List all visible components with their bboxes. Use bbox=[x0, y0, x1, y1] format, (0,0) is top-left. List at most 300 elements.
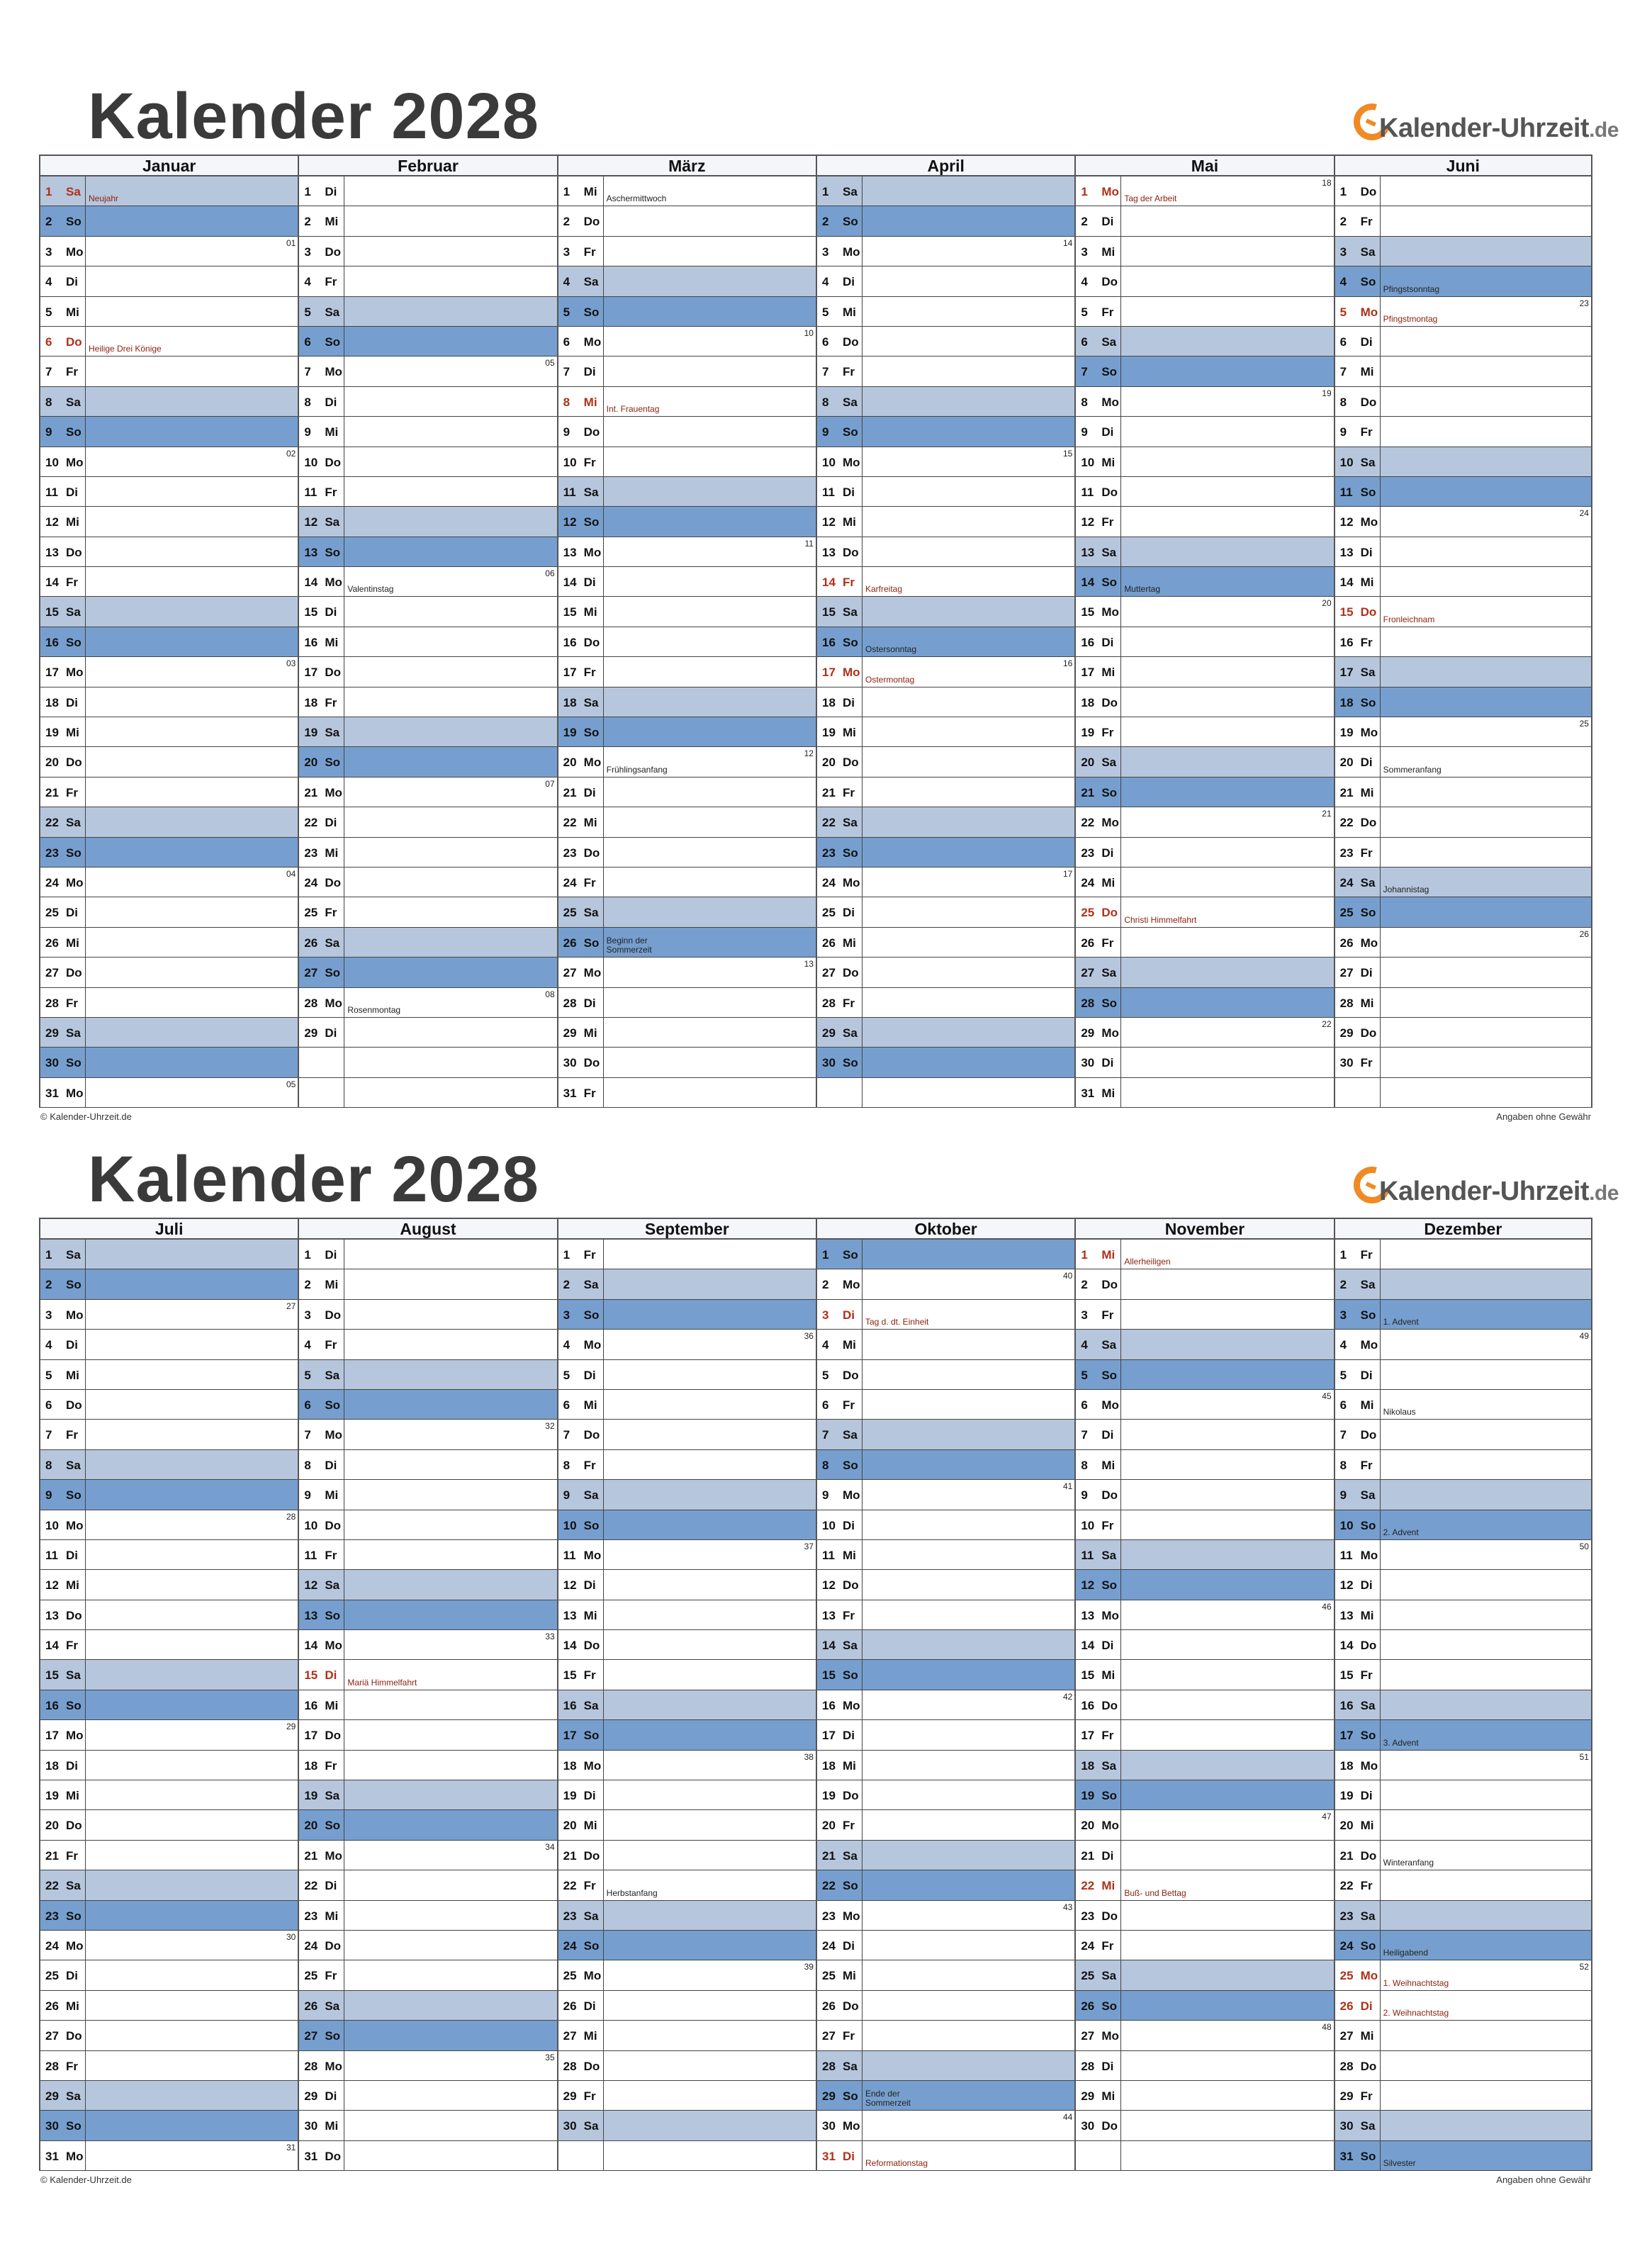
day-row[interactable] bbox=[1335, 417, 1591, 447]
day-row[interactable] bbox=[40, 1630, 298, 1660]
day-row[interactable] bbox=[1335, 1690, 1591, 1720]
day-row[interactable] bbox=[299, 928, 556, 958]
day-row[interactable] bbox=[1335, 747, 1591, 777]
day-row[interactable] bbox=[299, 2111, 556, 2140]
day-row[interactable] bbox=[558, 1931, 816, 1960]
day-row[interactable] bbox=[40, 1810, 298, 1840]
day-row[interactable] bbox=[299, 1660, 556, 1690]
day-row[interactable] bbox=[817, 1841, 1074, 1870]
day-row[interactable] bbox=[558, 1630, 816, 1660]
day-row[interactable] bbox=[558, 1600, 816, 1630]
day-row[interactable] bbox=[558, 1960, 816, 1990]
day-row[interactable] bbox=[1076, 928, 1333, 958]
day-row[interactable] bbox=[299, 2021, 556, 2050]
day-row[interactable] bbox=[299, 747, 556, 777]
day-row[interactable] bbox=[558, 297, 816, 327]
day-row[interactable] bbox=[1076, 1931, 1333, 1960]
day-row[interactable] bbox=[558, 777, 816, 807]
day-row[interactable] bbox=[299, 2141, 556, 2171]
day-row[interactable] bbox=[817, 417, 1074, 447]
day-row[interactable] bbox=[558, 1420, 816, 1449]
day-row[interactable] bbox=[817, 1420, 1074, 1449]
day-row[interactable] bbox=[1076, 897, 1333, 927]
day-row[interactable] bbox=[1335, 1720, 1591, 1750]
day-row[interactable] bbox=[558, 387, 816, 417]
day-row[interactable] bbox=[1335, 1870, 1591, 1900]
day-row[interactable] bbox=[1335, 327, 1591, 357]
day-row[interactable] bbox=[558, 1810, 816, 1840]
day-row[interactable] bbox=[40, 958, 298, 987]
day-row[interactable] bbox=[299, 1810, 556, 1840]
day-row[interactable] bbox=[40, 327, 298, 357]
day-row[interactable] bbox=[299, 266, 556, 296]
day-row[interactable] bbox=[1076, 176, 1333, 206]
day-row[interactable] bbox=[299, 777, 556, 807]
day-row[interactable] bbox=[299, 2081, 556, 2111]
day-row[interactable] bbox=[299, 657, 556, 687]
day-row[interactable] bbox=[817, 327, 1074, 357]
day-row[interactable] bbox=[1076, 687, 1333, 717]
day-row[interactable] bbox=[1335, 2081, 1591, 2111]
day-row[interactable] bbox=[40, 2051, 298, 2081]
day-row[interactable] bbox=[817, 1048, 1074, 1077]
day-row[interactable] bbox=[299, 807, 556, 837]
day-row[interactable] bbox=[817, 237, 1074, 266]
day-row[interactable] bbox=[558, 1510, 816, 1540]
day-row[interactable] bbox=[40, 1600, 298, 1630]
day-row[interactable] bbox=[1335, 1660, 1591, 1690]
day-row[interactable] bbox=[817, 1630, 1074, 1660]
day-row[interactable] bbox=[1335, 657, 1591, 687]
day-row[interactable] bbox=[817, 1991, 1074, 2021]
day-row[interactable] bbox=[817, 868, 1074, 897]
day-row[interactable] bbox=[817, 747, 1074, 777]
day-row[interactable] bbox=[817, 627, 1074, 657]
day-row[interactable] bbox=[558, 176, 816, 206]
day-row[interactable] bbox=[1335, 1300, 1591, 1330]
day-row[interactable] bbox=[817, 266, 1074, 296]
day-row[interactable] bbox=[1335, 807, 1591, 837]
day-row[interactable] bbox=[299, 1720, 556, 1750]
day-row[interactable] bbox=[1076, 1901, 1333, 1931]
day-row[interactable] bbox=[817, 1600, 1074, 1630]
day-row[interactable] bbox=[40, 206, 298, 236]
day-row[interactable] bbox=[558, 988, 816, 1018]
day-row[interactable] bbox=[1076, 266, 1333, 296]
day-row[interactable] bbox=[1335, 2111, 1591, 2140]
day-row[interactable] bbox=[299, 838, 556, 868]
day-row[interactable] bbox=[1335, 1480, 1591, 1510]
day-row[interactable] bbox=[1335, 1330, 1591, 1359]
day-row[interactable] bbox=[1076, 1420, 1333, 1449]
day-row[interactable] bbox=[1076, 1018, 1333, 1048]
day-row[interactable] bbox=[1076, 1390, 1333, 1420]
day-row[interactable] bbox=[299, 687, 556, 717]
day-row[interactable] bbox=[40, 1450, 298, 1480]
day-row[interactable] bbox=[40, 838, 298, 868]
day-row[interactable] bbox=[1335, 627, 1591, 657]
day-row[interactable] bbox=[1076, 838, 1333, 868]
day-row[interactable] bbox=[817, 838, 1074, 868]
day-row[interactable] bbox=[817, 807, 1074, 837]
day-row[interactable] bbox=[558, 327, 816, 357]
day-row[interactable] bbox=[1335, 567, 1591, 597]
day-row[interactable] bbox=[299, 1420, 556, 1449]
day-row[interactable] bbox=[40, 1300, 298, 1330]
day-row[interactable] bbox=[817, 717, 1074, 747]
day-row[interactable] bbox=[299, 1360, 556, 1390]
day-row[interactable] bbox=[1335, 1841, 1591, 1870]
day-row[interactable] bbox=[40, 417, 298, 447]
day-row[interactable] bbox=[1335, 1991, 1591, 2021]
day-row[interactable] bbox=[817, 2051, 1074, 2081]
day-row[interactable] bbox=[40, 176, 298, 206]
day-row[interactable] bbox=[40, 1540, 298, 1570]
day-row[interactable] bbox=[40, 717, 298, 747]
day-row[interactable] bbox=[40, 537, 298, 567]
day-row[interactable] bbox=[558, 206, 816, 236]
day-row[interactable] bbox=[817, 1931, 1074, 1960]
day-row[interactable] bbox=[299, 1570, 556, 1600]
day-row[interactable] bbox=[299, 417, 556, 447]
day-row[interactable] bbox=[40, 1960, 298, 1990]
day-row[interactable] bbox=[40, 447, 298, 477]
day-row[interactable] bbox=[558, 1390, 816, 1420]
day-row[interactable] bbox=[558, 1360, 816, 1390]
day-row[interactable] bbox=[1335, 1780, 1591, 1810]
day-row[interactable] bbox=[1076, 297, 1333, 327]
day-row[interactable] bbox=[1076, 1240, 1333, 1269]
day-row[interactable] bbox=[40, 868, 298, 897]
day-row[interactable] bbox=[1335, 838, 1591, 868]
day-row[interactable] bbox=[40, 1510, 298, 1540]
day-row[interactable] bbox=[817, 1078, 1074, 1108]
day-row[interactable] bbox=[1076, 958, 1333, 987]
day-row[interactable] bbox=[40, 897, 298, 927]
day-row[interactable] bbox=[299, 1690, 556, 1720]
day-row[interactable] bbox=[1335, 357, 1591, 386]
day-row[interactable] bbox=[817, 1269, 1074, 1299]
day-row[interactable] bbox=[558, 2111, 816, 2140]
day-row[interactable] bbox=[40, 1018, 298, 1048]
day-row[interactable] bbox=[1076, 1540, 1333, 1570]
logo[interactable] bbox=[1354, 1162, 1619, 1212]
day-row[interactable] bbox=[817, 687, 1074, 717]
day-row[interactable] bbox=[558, 1330, 816, 1359]
day-row[interactable] bbox=[558, 1540, 816, 1570]
day-row[interactable] bbox=[40, 777, 298, 807]
day-row[interactable] bbox=[1335, 2021, 1591, 2050]
day-row[interactable] bbox=[40, 387, 298, 417]
day-row[interactable] bbox=[1076, 657, 1333, 687]
day-row[interactable] bbox=[817, 1390, 1074, 1420]
day-row[interactable] bbox=[558, 357, 816, 386]
day-row[interactable] bbox=[558, 417, 816, 447]
day-row[interactable] bbox=[1076, 1570, 1333, 1600]
day-row[interactable] bbox=[299, 2051, 556, 2081]
day-row[interactable] bbox=[817, 1810, 1074, 1840]
day-row[interactable] bbox=[299, 1078, 556, 1108]
day-row[interactable] bbox=[1076, 2021, 1333, 2050]
day-row[interactable] bbox=[299, 1240, 556, 1269]
day-row[interactable] bbox=[817, 357, 1074, 386]
day-row[interactable] bbox=[1076, 1480, 1333, 1510]
day-row[interactable] bbox=[1335, 1078, 1591, 1108]
day-row[interactable] bbox=[558, 266, 816, 296]
day-row[interactable] bbox=[40, 1390, 298, 1420]
day-row[interactable] bbox=[558, 897, 816, 927]
day-row[interactable] bbox=[1335, 1540, 1591, 1570]
day-row[interactable] bbox=[817, 1870, 1074, 1900]
day-row[interactable] bbox=[40, 1078, 298, 1108]
day-row[interactable] bbox=[817, 1510, 1074, 1540]
day-row[interactable] bbox=[40, 1360, 298, 1390]
day-row[interactable] bbox=[1335, 206, 1591, 236]
day-row[interactable] bbox=[1335, 2051, 1591, 2081]
day-row[interactable] bbox=[1076, 988, 1333, 1018]
day-row[interactable] bbox=[558, 2021, 816, 2050]
day-row[interactable] bbox=[40, 1048, 298, 1077]
day-row[interactable] bbox=[817, 2111, 1074, 2140]
day-row[interactable] bbox=[558, 507, 816, 537]
day-row[interactable] bbox=[1076, 237, 1333, 266]
day-row[interactable] bbox=[558, 1901, 816, 1931]
day-row[interactable] bbox=[817, 2081, 1074, 2111]
day-row[interactable] bbox=[299, 1960, 556, 1990]
day-row[interactable] bbox=[1076, 597, 1333, 627]
day-row[interactable] bbox=[299, 357, 556, 386]
day-row[interactable] bbox=[558, 597, 816, 627]
day-row[interactable] bbox=[558, 1048, 816, 1077]
day-row[interactable] bbox=[817, 1540, 1074, 1570]
day-row[interactable] bbox=[299, 1390, 556, 1420]
day-row[interactable] bbox=[1335, 447, 1591, 477]
day-row[interactable] bbox=[817, 777, 1074, 807]
day-row[interactable] bbox=[1076, 1690, 1333, 1720]
day-row[interactable] bbox=[1076, 2051, 1333, 2081]
day-row[interactable] bbox=[1076, 2081, 1333, 2111]
day-row[interactable] bbox=[299, 1751, 556, 1780]
day-row[interactable] bbox=[817, 1660, 1074, 1690]
day-row[interactable] bbox=[1076, 1720, 1333, 1750]
day-row[interactable] bbox=[40, 1480, 298, 1510]
day-row[interactable] bbox=[558, 1991, 816, 2021]
day-row[interactable] bbox=[299, 1841, 556, 1870]
day-row[interactable] bbox=[817, 176, 1074, 206]
day-row[interactable] bbox=[817, 537, 1074, 567]
day-row[interactable] bbox=[1076, 1630, 1333, 1660]
day-row[interactable] bbox=[817, 1720, 1074, 1750]
day-row[interactable] bbox=[1076, 477, 1333, 507]
day-row[interactable] bbox=[1335, 1570, 1591, 1600]
day-row[interactable] bbox=[558, 838, 816, 868]
day-row[interactable] bbox=[40, 1420, 298, 1449]
day-row[interactable] bbox=[558, 1300, 816, 1330]
day-row[interactable] bbox=[1335, 1600, 1591, 1630]
day-row[interactable] bbox=[558, 1780, 816, 1810]
day-row[interactable] bbox=[40, 297, 298, 327]
day-row[interactable] bbox=[817, 1360, 1074, 1390]
day-row[interactable] bbox=[558, 2141, 816, 2171]
day-row[interactable] bbox=[1076, 357, 1333, 386]
day-row[interactable] bbox=[40, 1570, 298, 1600]
day-row[interactable] bbox=[1076, 777, 1333, 807]
day-row[interactable] bbox=[817, 1780, 1074, 1810]
day-row[interactable] bbox=[817, 507, 1074, 537]
day-row[interactable] bbox=[558, 627, 816, 657]
day-row[interactable] bbox=[558, 1751, 816, 1780]
day-row[interactable] bbox=[817, 597, 1074, 627]
day-row[interactable] bbox=[1335, 1269, 1591, 1299]
day-row[interactable] bbox=[1335, 507, 1591, 537]
day-row[interactable] bbox=[558, 1480, 816, 1510]
day-row[interactable] bbox=[558, 2081, 816, 2111]
day-row[interactable] bbox=[558, 447, 816, 477]
day-row[interactable] bbox=[1335, 1751, 1591, 1780]
day-row[interactable] bbox=[558, 237, 816, 266]
day-row[interactable] bbox=[299, 1480, 556, 1510]
day-row[interactable] bbox=[558, 1660, 816, 1690]
day-row[interactable] bbox=[299, 1330, 556, 1359]
day-row[interactable] bbox=[40, 357, 298, 386]
day-row[interactable] bbox=[299, 1048, 556, 1077]
day-row[interactable] bbox=[1076, 327, 1333, 357]
day-row[interactable] bbox=[1076, 1751, 1333, 1780]
day-row[interactable] bbox=[1335, 597, 1591, 627]
day-row[interactable] bbox=[299, 1510, 556, 1540]
day-row[interactable] bbox=[1335, 868, 1591, 897]
day-row[interactable] bbox=[299, 327, 556, 357]
day-row[interactable] bbox=[40, 1269, 298, 1299]
day-row[interactable] bbox=[299, 1269, 556, 1299]
day-row[interactable] bbox=[558, 958, 816, 987]
day-row[interactable] bbox=[40, 2141, 298, 2171]
day-row[interactable] bbox=[817, 387, 1074, 417]
day-row[interactable] bbox=[817, 1450, 1074, 1480]
day-row[interactable] bbox=[40, 266, 298, 296]
day-row[interactable] bbox=[1335, 1931, 1591, 1960]
day-row[interactable] bbox=[1076, 1360, 1333, 1390]
day-row[interactable] bbox=[558, 477, 816, 507]
day-row[interactable] bbox=[817, 1300, 1074, 1330]
day-row[interactable] bbox=[1335, 1018, 1591, 1048]
day-row[interactable] bbox=[1335, 266, 1591, 296]
day-row[interactable] bbox=[558, 2051, 816, 2081]
day-row[interactable] bbox=[1335, 297, 1591, 327]
day-row[interactable] bbox=[1076, 1870, 1333, 1900]
day-row[interactable] bbox=[558, 1841, 816, 1870]
day-row[interactable] bbox=[558, 1078, 816, 1108]
day-row[interactable] bbox=[299, 1630, 556, 1660]
day-row[interactable] bbox=[299, 1300, 556, 1330]
day-row[interactable] bbox=[817, 1901, 1074, 1931]
day-row[interactable] bbox=[1076, 1330, 1333, 1359]
day-row[interactable] bbox=[817, 1330, 1074, 1359]
day-row[interactable] bbox=[1335, 1240, 1591, 1269]
day-row[interactable] bbox=[40, 1690, 298, 1720]
day-row[interactable] bbox=[1076, 627, 1333, 657]
day-row[interactable] bbox=[1335, 176, 1591, 206]
day-row[interactable] bbox=[1335, 1630, 1591, 1660]
day-row[interactable] bbox=[817, 206, 1074, 236]
day-row[interactable] bbox=[817, 477, 1074, 507]
day-row[interactable] bbox=[1076, 1269, 1333, 1299]
day-row[interactable] bbox=[40, 2021, 298, 2050]
day-row[interactable] bbox=[1335, 1390, 1591, 1420]
day-row[interactable] bbox=[1335, 1420, 1591, 1449]
day-row[interactable] bbox=[299, 537, 556, 567]
day-row[interactable] bbox=[299, 1901, 556, 1931]
day-row[interactable] bbox=[299, 1540, 556, 1570]
day-row[interactable] bbox=[40, 2081, 298, 2111]
day-row[interactable] bbox=[1335, 777, 1591, 807]
day-row[interactable] bbox=[1335, 2141, 1591, 2171]
day-row[interactable] bbox=[1335, 1810, 1591, 1840]
day-row[interactable] bbox=[299, 1991, 556, 2021]
day-row[interactable] bbox=[1076, 807, 1333, 837]
day-row[interactable] bbox=[1335, 1360, 1591, 1390]
day-row[interactable] bbox=[40, 507, 298, 537]
day-row[interactable] bbox=[1076, 747, 1333, 777]
day-row[interactable] bbox=[40, 1780, 298, 1810]
day-row[interactable] bbox=[1076, 387, 1333, 417]
day-row[interactable] bbox=[558, 687, 816, 717]
day-row[interactable] bbox=[299, 567, 556, 597]
day-row[interactable] bbox=[1076, 2111, 1333, 2140]
day-row[interactable] bbox=[817, 1570, 1074, 1600]
day-row[interactable] bbox=[817, 1018, 1074, 1048]
day-row[interactable] bbox=[40, 237, 298, 266]
day-row[interactable] bbox=[40, 1870, 298, 1900]
day-row[interactable] bbox=[299, 597, 556, 627]
day-row[interactable] bbox=[817, 567, 1074, 597]
day-row[interactable] bbox=[1076, 868, 1333, 897]
day-row[interactable] bbox=[40, 988, 298, 1018]
day-row[interactable] bbox=[1076, 1660, 1333, 1690]
day-row[interactable] bbox=[558, 928, 816, 958]
day-row[interactable] bbox=[558, 537, 816, 567]
day-row[interactable] bbox=[40, 657, 298, 687]
day-row[interactable] bbox=[40, 687, 298, 717]
day-row[interactable] bbox=[817, 2141, 1074, 2171]
day-row[interactable] bbox=[1335, 928, 1591, 958]
day-row[interactable] bbox=[299, 1931, 556, 1960]
day-row[interactable] bbox=[558, 1720, 816, 1750]
day-row[interactable] bbox=[817, 958, 1074, 987]
day-row[interactable] bbox=[817, 657, 1074, 687]
day-row[interactable] bbox=[1335, 897, 1591, 927]
day-row[interactable] bbox=[558, 747, 816, 777]
day-row[interactable] bbox=[558, 1690, 816, 1720]
day-row[interactable] bbox=[40, 627, 298, 657]
day-row[interactable] bbox=[817, 297, 1074, 327]
day-row[interactable] bbox=[1076, 1048, 1333, 1077]
day-row[interactable] bbox=[817, 928, 1074, 958]
day-row[interactable] bbox=[817, 988, 1074, 1018]
day-row[interactable] bbox=[558, 1240, 816, 1269]
day-row[interactable] bbox=[558, 657, 816, 687]
day-row[interactable] bbox=[1076, 447, 1333, 477]
day-row[interactable] bbox=[1076, 1780, 1333, 1810]
day-row[interactable] bbox=[40, 747, 298, 777]
day-row[interactable] bbox=[1335, 1048, 1591, 1077]
day-row[interactable] bbox=[817, 447, 1074, 477]
day-row[interactable] bbox=[40, 1330, 298, 1359]
day-row[interactable] bbox=[1076, 1510, 1333, 1540]
day-row[interactable] bbox=[1076, 2141, 1333, 2171]
day-row[interactable] bbox=[1076, 1450, 1333, 1480]
day-row[interactable] bbox=[299, 297, 556, 327]
